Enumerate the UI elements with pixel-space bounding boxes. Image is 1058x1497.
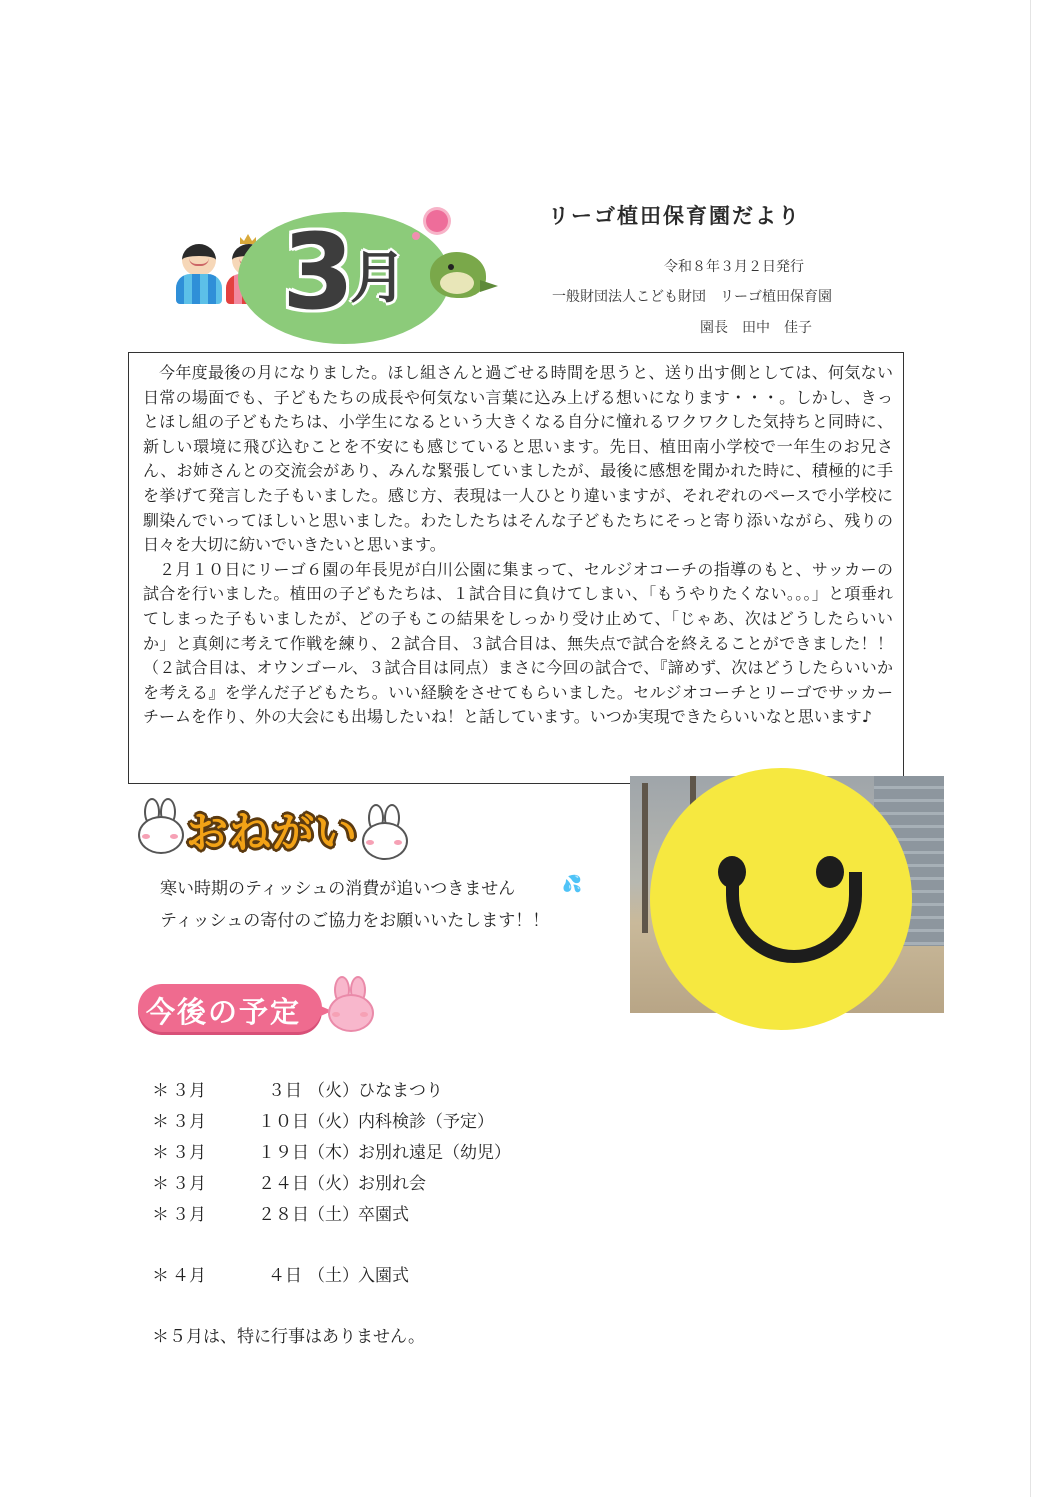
request-line: ティッシュの寄付のご協力をお願いいたします！！	[160, 911, 550, 931]
letter-paragraph: 今年度最後の月になりました。ほし組さんと過ごせる時間を思うと、送り出す側としては、何気ない日常の場面でも、子どもたちの成長や何気ない言葉に込み上げる想いになります・・・。しかし、きっとほし組の子どもたちは、小学生になるという大きくなる自分に憧れるワクワクした気持ちと同時に、新しい環境に飛び込むことを不安にも感じていると思います。先日、植田南小学校で一年生のお兄さん、お姉さんとの交流会があり、みんな緊張していましたが、最後に感想を聞かれた時に、積極的に手を挙げて発言した子もいました。感じ方、表現は一人ひとり違いますが、それぞれのペースで小学校に馴染んでいってほしいと思いました。わたしたちはそんな子どもたちにそっと寄り添いながら、残りの日々を大切に紡いでいきたいと思います。	[143, 363, 893, 555]
schedule-item	[152, 1261, 409, 1286]
small-flower-icon	[412, 232, 420, 240]
letter-paragraph: ２月１０日にリーゴ６園の年長児が白川公園に集まって、セルジオコーチの指導のもと、サッカーの試合を行いました。植田の子どもたちは、１試合目に負けてしまい、「もうやりたくない。。。」と項垂れてしまった子もいましたが、どの子もこの結果をしっかり受け止めて、「じゃあ、次はどうしたらいいか」と真剣に考えて作戦を練り、２試合目、３試合目は、無失点で試合を終えることができました！！（２試合目は、オウンゴール、３試合目は同点）まさに今回の試合で、『諦めず、次はどうしたらいいかを考える』を学んだ子どもたち。いい経験をさせてもらいました。セルジオコーチとリーゴでサッカーチームを作り、外の大会にも出場したいね！と話しています。いつか実現できたらいいなと思います♪	[143, 559, 893, 727]
schedule-mark: ＊	[152, 1174, 169, 1194]
schedule-event: 卒園式	[358, 1205, 409, 1225]
schedule-event: 内科検診（予定）	[358, 1112, 494, 1132]
schedule-mark: ＊	[152, 1266, 169, 1286]
schedule-item	[152, 1138, 511, 1163]
page-edge-line	[1030, 0, 1031, 1497]
schedule-event: 入園式	[358, 1266, 409, 1286]
month-number: 3	[282, 211, 355, 333]
schedule-note: ＊５月は、特に行事はありません。	[152, 1327, 426, 1347]
schedule-item	[152, 1169, 426, 1194]
schedule-day: ２８日	[258, 1205, 309, 1225]
schedule-month: ３月	[172, 1112, 206, 1132]
schedule-heading: 今後の予定	[146, 995, 302, 1029]
schedule-event: お別れ遠足（幼児）	[358, 1143, 511, 1163]
schedule-weekday: （火）	[308, 1112, 359, 1132]
schedule-item	[152, 1200, 409, 1225]
smiley-face-icon	[650, 768, 912, 1030]
schedule-day: ３日	[268, 1081, 302, 1101]
bunny-icon	[328, 990, 374, 1030]
schedule-day: １０日	[258, 1112, 309, 1132]
bush-warbler-icon	[430, 252, 486, 298]
request-line: 寒い時期のティッシュの消費が追いつきません	[160, 879, 516, 899]
principal-name: 園長 田中 佳子	[700, 320, 812, 336]
schedule-item	[152, 1076, 443, 1101]
schedule-day: ４日	[268, 1266, 302, 1286]
sweat-drops-icon: 💦	[562, 874, 582, 893]
schedule-item	[152, 1107, 494, 1132]
schedule-weekday: （火）	[308, 1174, 359, 1194]
letter-box	[128, 352, 904, 784]
bunny-icon	[138, 812, 184, 852]
schedule-day: １９日	[258, 1143, 309, 1163]
schedule-month: ３月	[172, 1205, 206, 1225]
schedule-mark: ＊	[152, 1081, 169, 1101]
schedule-month: ３月	[172, 1081, 206, 1101]
schedule-weekday: （木）	[308, 1143, 359, 1163]
organization-name: 一般財団法人こども財団 リーゴ植田保育園	[552, 289, 832, 305]
schedule-month: ４月	[172, 1266, 206, 1286]
month-unit: 月	[350, 246, 406, 311]
schedule-month: ３月	[172, 1143, 206, 1163]
schedule-event: ひなまつり	[358, 1081, 443, 1101]
schedule-mark: ＊	[152, 1205, 169, 1225]
schedule-mark: ＊	[152, 1112, 169, 1132]
bunny-icon	[362, 818, 408, 858]
request-heading: おねがい	[186, 808, 359, 857]
schedule-month: ３月	[172, 1174, 206, 1194]
newsletter-title: リーゴ植田保育園だより	[548, 204, 801, 228]
issue-date: 令和８年３月２日発行	[664, 259, 804, 275]
schedule-event: お別れ会	[358, 1174, 426, 1194]
schedule-mark: ＊	[152, 1143, 169, 1163]
schedule-weekday: （土）	[308, 1266, 359, 1286]
schedule-day: ２４日	[258, 1174, 309, 1194]
schedule-weekday: （火）	[308, 1081, 359, 1101]
schedule-weekday: （土）	[308, 1205, 359, 1225]
plum-flower-icon	[426, 210, 448, 232]
